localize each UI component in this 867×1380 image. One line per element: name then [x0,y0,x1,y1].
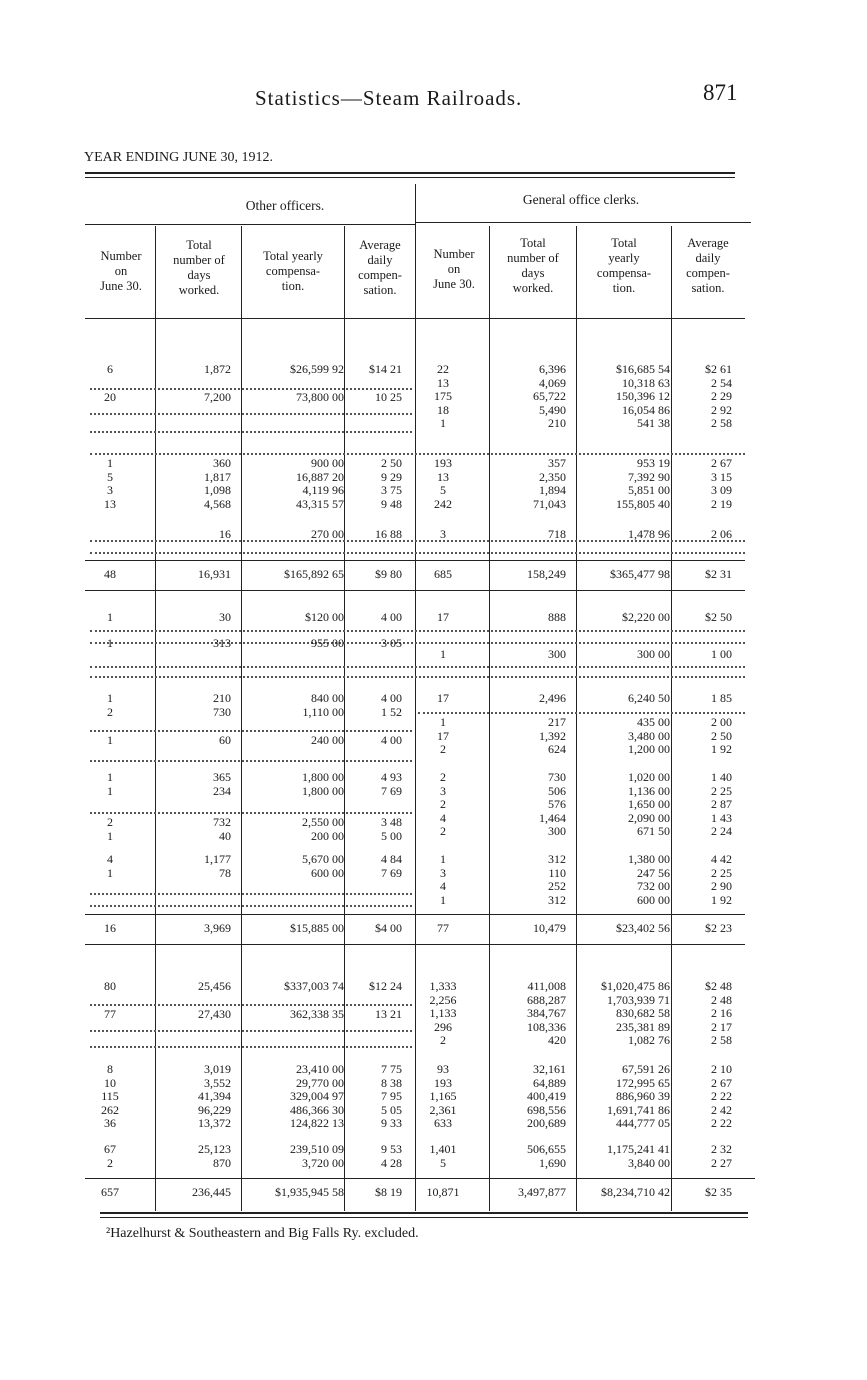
table-cell: $8 19 [375,1185,402,1199]
table-cell: 1 00 [711,647,732,661]
table-cell: 4 00 [381,733,402,747]
total-rule [85,944,745,945]
table-cell: 360 1,817 1,098 4,568 [204,456,231,511]
col-header-compensation-officers: Total yearly compensa- tion. [263,249,323,293]
table-cell: 1,380 00 247 56 732 00 600 00 [628,852,670,907]
table-cell: 300 [548,647,566,661]
table-cell: 67,591 26 172,995 65 886,960 39 1,691,741 86 444,777 05 [607,1062,670,1130]
dotted-leader [90,1046,412,1048]
table-cell: $16,685 54 10,318 63 150,396 12 16,054 86 541 38 [616,362,670,430]
table-cell: 16 [219,527,231,541]
table-cell: 953 19 7,392 90 5,851 00 155,805 40 [616,456,670,511]
table-cell: 2 00 2 50 1 92 [711,715,732,756]
bottom-rule [100,1212,748,1214]
vrule-1 [155,226,156,1211]
table-cell: $2 23 [705,921,732,935]
table-cell: 1,333 2,256 1,133 296 2 [429,979,457,1047]
dotted-leader [90,1004,412,1006]
table-cell: 3,019 3,552 41,394 96,229 13,372 [198,1062,231,1130]
table-cell: 22 13 175 18 1 [434,362,452,430]
table-cell: $2 61 2 54 2 29 2 92 2 58 [705,362,732,430]
table-cell: 900 00 16,887 20 4,119 96 43,315 57 [296,456,344,511]
col-header-number-clerks: Number on June 30. [433,247,475,291]
table-cell: 2 06 [711,527,732,541]
table-cell: 840 00 1,110 00 [302,691,344,719]
table-cell: 158,249 [527,567,566,581]
table-cell: 300 00 [637,647,670,661]
table-cell: 10,871 [426,1185,460,1199]
table-cell: 236,445 [192,1185,231,1199]
table-cell: 1 5 3 13 [104,456,116,511]
table-cell: $120 00 [305,610,344,624]
table-cell: 4 00 1 52 [381,691,402,719]
dotted-leader [90,552,745,554]
table-cell: 1 1 [107,770,113,798]
table-cell: 25,456 [198,979,231,993]
table-cell: 48 [104,567,116,581]
table-cell: 7 75 8 38 7 95 5 05 9 33 [381,1062,402,1130]
table-cell: 362,338 35 [290,1007,344,1021]
table-cell: 411,008 688,287 384,767 108,336 420 [527,979,566,1047]
top-rule-2 [85,177,735,178]
dotted-leader [90,453,745,455]
dotted-leader [90,812,412,814]
total-rule [85,560,745,561]
col-header-days-officers: Total number of days worked. [173,238,225,297]
table-cell: $365,477 98 [610,567,670,581]
table-cell: 193 13 5 242 [434,456,452,511]
table-cell: 506,655 1,690 [527,1142,566,1170]
table-cell: 80 [104,979,116,993]
table-cell: $2,220 00 [622,610,670,624]
table-cell: 67 2 [104,1142,116,1170]
table-cell: 6,396 4,069 65,722 5,490 210 [533,362,566,430]
table-cell: 17 [437,610,449,624]
col-header-compensation-clerks: Total yearly compensa- tion. [596,236,652,295]
top-rule [85,172,735,174]
table-cell: $9 80 [375,567,402,581]
table-cell: $23,402 56 [616,921,670,935]
table-cell: 1 [107,636,113,650]
table-cell: 1 40 2 25 2 87 1 43 2 24 [711,770,732,838]
table-cell: 239,510 09 3,720 00 [290,1142,344,1170]
col-header-number-officers: Number on June 30. [100,249,142,293]
table-cell: $2 31 [705,567,732,581]
table-cell: 25,123 870 [198,1142,231,1170]
table-cell: 32,161 64,889 400,419 698,556 200,689 [527,1062,566,1130]
table-cell: $12 24 [369,979,402,993]
page-number: 871 [703,80,738,105]
table-cell: 13 21 [375,1007,402,1021]
table-cell: 1,478 96 [628,527,670,541]
dotted-leader [90,1030,412,1032]
table-cell: 2,496 [539,691,566,705]
table-cell: 10 25 [375,390,402,404]
table-cell: 2 50 9 29 3 75 9 48 [381,456,402,511]
table-cell: 7,200 [204,390,231,404]
table-cell: $2 50 [705,610,732,624]
table-cell: 217 1,392 624 [539,715,566,756]
table-cell: 9 53 4 28 [381,1142,402,1170]
table-cell: 20 [104,390,116,404]
col-header-average-clerks: Average daily compen- sation. [686,236,730,295]
table-cell: 1,175,241 41 3,840 00 [607,1142,670,1170]
table-cell: 3,497,877 [518,1185,566,1199]
table-cell: 8 10 115 262 36 [101,1062,119,1130]
table-cell: 270 00 [311,527,344,541]
table-cell: 1 [440,647,446,661]
dotted-leader [90,630,745,632]
footnote: ²Hazelhurst & Southeastern and Big Falls Ry. excluded. [106,1226,419,1241]
dotted-leader [90,666,745,668]
table-cell: $1,935,945 58 [275,1185,344,1199]
table-cell: 3 [440,527,446,541]
table-cell: 2 67 3 15 3 09 2 19 [711,456,732,511]
table-cell: 2 10 2 67 2 22 2 42 2 22 [711,1062,732,1130]
table-cell: $2 48 2 48 2 16 2 17 2 58 [705,979,732,1047]
table-cell: 732 40 [213,815,231,843]
table-subtitle: YEAR ENDING JUNE 30, 1912. [84,150,273,165]
table-cell: 435 00 3,480 00 1,200 00 [628,715,670,756]
table-cell: 357 2,350 1,894 71,043 [533,456,566,511]
table-cell: 1,177 78 [204,852,231,880]
table-cell: 888 [548,610,566,624]
table-cell: $26,599 92 [290,362,344,376]
table-cell: 240 00 [311,733,344,747]
table-cell: 3,969 [204,921,231,935]
table-cell: 365 234 [213,770,231,798]
col-header-days-clerks: Total number of days worked. [507,236,559,295]
table-cell: 77 [104,1007,116,1021]
table-cell: 10,479 [533,921,566,935]
table-cell: 1,872 [204,362,231,376]
dotted-leader [90,893,412,895]
table-cell: $15,885 00 [290,921,344,935]
group-other-officers: Other officers. [245,198,325,213]
dotted-leader [90,388,412,390]
table-cell: 16,931 [198,567,231,581]
page-title: Statistics—Steam Railroads. [255,86,523,110]
table-cell: $8,234,710 42 [601,1185,670,1199]
table-cell: 17 [437,691,449,705]
table-cell: 2 1 [107,815,113,843]
table-cell: 313 [213,636,231,650]
table-cell: 2 32 2 27 [711,1142,732,1170]
table-cell: 4 93 7 69 [381,770,402,798]
table-cell: 4 84 7 69 [381,852,402,880]
group-rule-left [85,224,415,225]
table-cell: 73,800 00 [296,390,344,404]
table-cell: 1 [107,610,113,624]
total-rule [85,590,745,591]
table-cell: 3 48 5 00 [381,815,402,843]
table-cell: 27,430 [198,1007,231,1021]
table-cell: 657 [101,1185,119,1199]
table-cell: 60 [219,733,231,747]
table-cell: $1,020,475 86 1,703,939 71 830,682 58 235,381 89 1,082 76 [601,979,670,1047]
table-cell: 1 85 [711,691,732,705]
table-cell: 23,410 00 29,770 00 329,004 97 486,366 30 124,822 13 [290,1062,344,1130]
table-cell: 4 42 2 25 2 90 1 92 [711,852,732,907]
table-cell: 30 [219,610,231,624]
dotted-leader [90,413,412,415]
table-cell: 2,550 00 200 00 [302,815,344,843]
total-rule [85,1178,755,1179]
table-cell: 16 [104,921,116,935]
table-cell: 1 3 4 1 [440,852,446,907]
table-cell: $2 35 [705,1185,732,1199]
table-cell: 4 00 [381,610,402,624]
table-cell: 210 730 [213,691,231,719]
dotted-leader [90,905,412,907]
vrule-4 [415,184,416,1211]
table-cell: 955 00 [311,636,344,650]
table-cell: $165,892 65 [284,567,344,581]
group-rule-right [416,222,751,223]
table-cell: 4 1 [107,852,113,880]
table-cell: 6,240 50 [628,691,670,705]
table-cell: 1 [107,733,113,747]
table-cell: 1 17 2 [437,715,449,756]
table-cell: 1,800 00 1,800 00 [302,770,344,798]
table-cell: 5,670 00 600 00 [302,852,344,880]
bottom-rule-2 [100,1217,748,1218]
table-cell: 77 [437,921,449,935]
table-cell: $4 00 [375,921,402,935]
group-general-office-clerks: General office clerks. [522,192,640,207]
dotted-leader [90,676,745,678]
dotted-leader [90,431,412,433]
table-cell: 730 506 576 1,464 300 [539,770,566,838]
table-cell: 1 2 [107,691,113,719]
table-cell: $14 21 [369,362,402,376]
table-cell: 312 110 252 312 [548,852,566,907]
table-cell: 685 [434,567,452,581]
dotted-leader [90,730,412,732]
table-cell: 16 88 [375,527,402,541]
col-header-average-officers: Average daily compen- sation. [358,238,402,297]
table-cell: 2 3 2 4 2 [440,770,446,838]
table-cell: 93 193 1,165 2,361 633 [429,1062,457,1130]
table-cell: 3 05 [381,636,402,650]
total-rule [85,914,745,915]
dotted-leader [90,760,412,762]
table-cell: 6 [107,362,113,376]
dotted-leader [418,712,745,714]
table-cell: $337,003 74 [284,979,344,993]
table-cell: 1,020 00 1,136 00 1,650 00 2,090 00 671 50 [628,770,670,838]
table-cell: 718 [548,527,566,541]
table-cell: 1,401 5 [429,1142,457,1170]
